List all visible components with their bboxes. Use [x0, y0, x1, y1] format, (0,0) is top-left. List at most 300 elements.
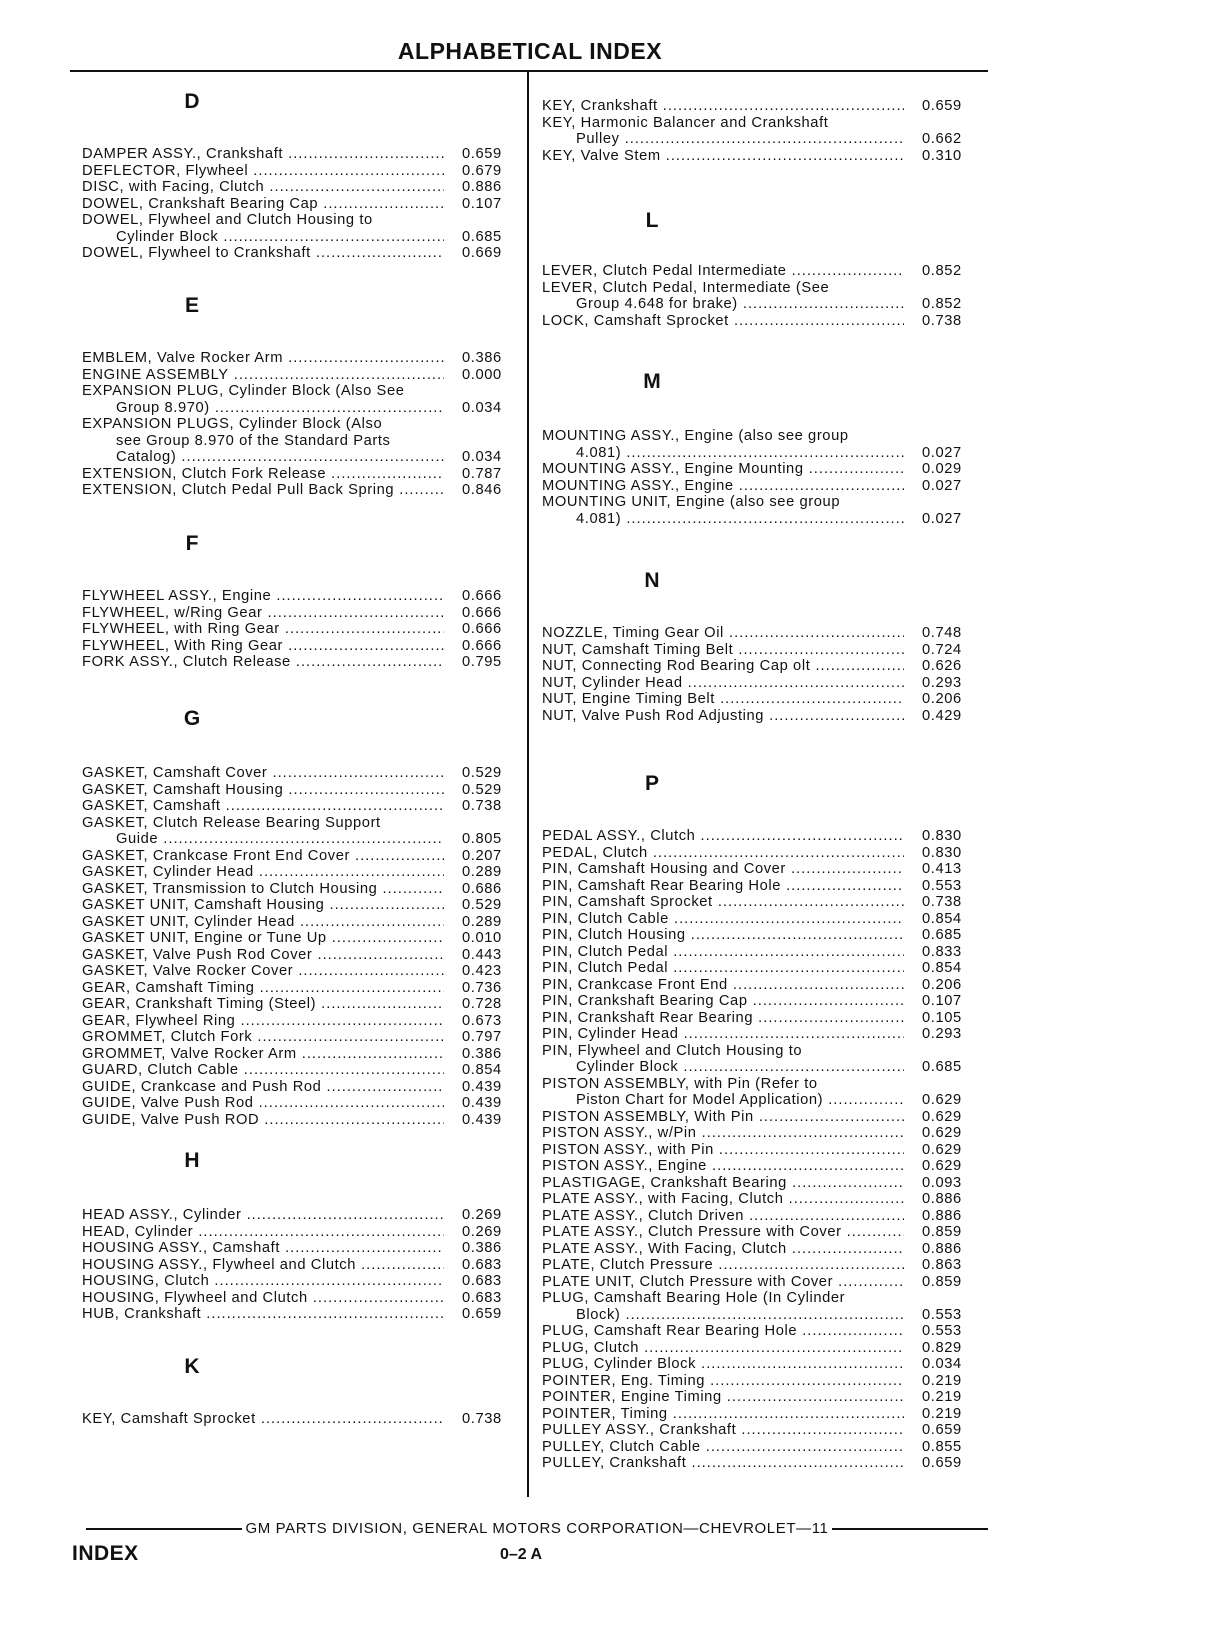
index-entry [542, 861, 982, 878]
index-entry [542, 1026, 982, 1043]
entry-page-number: 0.206 [922, 976, 962, 993]
entry-line [542, 1455, 982, 1472]
entry-text: PLUG, Camshaft Bearing Hole (In Cylinder [542, 1290, 846, 1306]
entry-text: Piston Chart for Model Application) ..... [542, 1092, 904, 1109]
entry-line [542, 625, 982, 642]
entry-page-number: 0.736 [462, 979, 502, 996]
entry-text: POINTER, Timing ..... [542, 1406, 904, 1423]
entry-text: KEY, Harmonic Balancer and Crankshaft [542, 114, 829, 131]
entry-text: EXTENSION, Clutch Fork Release ..... [82, 466, 444, 483]
entry-page-number: 0.854 [922, 910, 962, 927]
entry-text: Cylinder Block ..... [82, 229, 444, 246]
entry-text: MOUNTING ASSY., Engine Mounting ..... [542, 461, 904, 478]
entry-line [542, 642, 982, 659]
entry-text: PIN, Crankshaft Bearing Cap ..... [542, 993, 904, 1010]
entry-page-number: 0.666 [462, 588, 502, 604]
entry-page-number: 0.659 [462, 146, 502, 162]
entry-page-number: 0.859 [922, 1224, 962, 1240]
entry-line [82, 848, 522, 865]
entry-page-number: 0.010 [462, 930, 502, 946]
entry-page-number: 0.659 [922, 1455, 962, 1471]
entry-text: HOUSING, Clutch ..... [82, 1273, 444, 1290]
entry-text: PLUG, Clutch ..... [542, 1340, 904, 1357]
index-entry [542, 428, 982, 461]
entry-line [82, 1046, 522, 1063]
index-entry [542, 1076, 982, 1109]
entry-line [82, 815, 522, 832]
entry-text: 4.081) ..... [542, 445, 904, 462]
entry-page-number: 0.666 [462, 604, 502, 621]
entry-page-number: 0.219 [922, 1405, 962, 1422]
index-entry [542, 878, 982, 895]
entry-line [82, 245, 522, 262]
entry-page-number: 0.206 [922, 691, 962, 707]
index-entry [82, 1207, 522, 1224]
entry-page-number: 0.679 [462, 162, 502, 179]
entry-text: PISTON ASSY., with Pin ..... [542, 1142, 904, 1159]
entry-page-number: 0.629 [922, 1141, 962, 1158]
index-entry [82, 163, 522, 180]
entry-text: GUIDE, Valve Push ROD ..... [82, 1112, 444, 1129]
entry-text: HOUSING, Flywheel and Clutch ..... [82, 1290, 444, 1307]
entry-line [82, 1273, 522, 1290]
index-entry [542, 675, 982, 692]
entry-page-number: 0.269 [462, 1207, 502, 1223]
page-title: ALPHABETICAL INDEX [397, 38, 663, 64]
index-entry [82, 765, 522, 782]
index-entry [542, 642, 982, 659]
entry-line [542, 313, 982, 330]
entry-line [542, 878, 982, 895]
index-entry [542, 708, 982, 725]
entry-text: NUT, Cylinder Head ..... [542, 675, 904, 692]
section-k [82, 1353, 522, 1427]
entry-page-number: 0.830 [922, 844, 962, 861]
index-entry [82, 1079, 522, 1096]
entry-line [542, 977, 982, 994]
entry-line [82, 367, 522, 384]
entry-line [82, 1079, 522, 1096]
entry-page-number: 0.529 [462, 897, 502, 913]
index-entry [82, 638, 522, 655]
entry-line [542, 1290, 982, 1307]
entry-line [82, 996, 522, 1013]
entry-page-number: 0.685 [922, 1059, 962, 1075]
entry-page-number: 0.529 [462, 765, 502, 781]
entry-page-number: 0.683 [462, 1256, 502, 1273]
index-entry [82, 605, 522, 622]
entry-text: DOWEL, Flywheel to Crankshaft ..... [82, 245, 444, 262]
entry-page-number: 0.027 [922, 510, 962, 527]
entry-line [542, 1356, 982, 1373]
index-entry [542, 977, 982, 994]
entry-page-number: 0.886 [922, 1240, 962, 1257]
entry-line [542, 1043, 982, 1060]
entry-page-number: 0.443 [462, 946, 502, 963]
entry-line [82, 179, 522, 196]
entry-line [82, 433, 522, 450]
entry-page-number: 0.107 [462, 195, 502, 212]
entry-text: GUIDE, Valve Push Rod ..... [82, 1095, 444, 1112]
index-entry [542, 1224, 982, 1241]
entry-text: PIN, Crankcase Front End ..... [542, 977, 904, 994]
index-entry [542, 911, 982, 928]
entry-page-number: 0.886 [922, 1207, 962, 1224]
entry-line [82, 963, 522, 980]
entry-text: GASKET, Valve Push Rod Cover ..... [82, 947, 444, 964]
entry-line [82, 466, 522, 483]
entry-line [542, 1208, 982, 1225]
entry-page-number: 0.666 [462, 621, 502, 637]
index-entry [542, 1109, 982, 1126]
entry-text: PIN, Clutch Pedal ..... [542, 944, 904, 961]
entry-line [82, 897, 522, 914]
entry-line [82, 864, 522, 881]
entry-line [82, 881, 522, 898]
entry-text: GUIDE, Crankcase and Push Rod ..... [82, 1079, 444, 1096]
entry-text: PISTON ASSY., w/Pin ..... [542, 1125, 904, 1142]
index-entry [542, 478, 982, 495]
section-e [82, 292, 522, 498]
entry-text: FORK ASSY., Clutch Release ..... [82, 654, 444, 671]
entry-text: HEAD, Cylinder ..... [82, 1224, 444, 1241]
entry-text: MOUNTING ASSY., Engine ..... [542, 478, 904, 495]
entry-list [542, 828, 982, 1472]
entry-line [542, 1175, 982, 1192]
entry-page-number: 0.429 [922, 707, 962, 724]
entry-line [542, 944, 982, 961]
entry-text: LOCK, Camshaft Sprocket ..... [542, 313, 904, 330]
entry-line [542, 675, 982, 692]
entry-line [542, 296, 982, 313]
index-entry [82, 947, 522, 964]
entry-line [82, 1112, 522, 1129]
entry-text: Group 4.648 for brake) ..... [542, 296, 904, 313]
entry-text: GEAR, Camshaft Timing ..... [82, 980, 444, 997]
entry-text: FLYWHEEL, w/Ring Gear ..... [82, 605, 444, 622]
entry-text: PIN, Camshaft Sprocket ..... [542, 894, 904, 911]
section-letter: K [184, 1355, 200, 1378]
entry-page-number: 0.855 [922, 1438, 962, 1455]
entry-list [82, 588, 522, 671]
column-divider [527, 72, 529, 1497]
index-entry [82, 1029, 522, 1046]
entry-text: PIN, Cylinder Head ..... [542, 1026, 904, 1043]
index-entry [542, 1175, 982, 1192]
entry-text: Pulley ..... [542, 131, 904, 148]
index-entry [82, 350, 522, 367]
entry-text: PISTON ASSY., Engine ..... [542, 1158, 904, 1175]
section-letter: H [184, 1149, 200, 1172]
entry-page-number: 0.629 [922, 1092, 962, 1108]
entry-text: HEAD ASSY., Cylinder ..... [82, 1207, 444, 1224]
index-entry [82, 416, 522, 466]
entry-text: LEVER, Clutch Pedal, Intermediate (See [542, 279, 830, 296]
index-entry [82, 654, 522, 671]
entry-page-number: 0.629 [922, 1108, 962, 1125]
entry-line [82, 638, 522, 655]
index-entry [82, 1095, 522, 1112]
entry-line [542, 1158, 982, 1175]
entry-text: PULLEY, Clutch Cable ..... [542, 1439, 904, 1456]
entry-line [82, 482, 522, 499]
entry-list [542, 625, 982, 724]
entry-page-number: 0.852 [922, 296, 962, 312]
entry-line [82, 449, 522, 466]
entry-page-number: 0.659 [922, 98, 962, 114]
index-entry [82, 930, 522, 947]
entry-text: FLYWHEEL, With Ring Gear ..... [82, 638, 444, 655]
index-entry [542, 1323, 982, 1340]
entry-text: EXPANSION PLUG, Cylinder Block (Also See [82, 383, 405, 399]
index-entry [542, 1191, 982, 1208]
entry-line [82, 1062, 522, 1079]
entry-line [542, 1373, 982, 1390]
entry-page-number: 0.310 [922, 147, 962, 164]
index-entry [542, 148, 982, 165]
entry-page-number: 0.738 [462, 1411, 502, 1427]
index-entry [82, 864, 522, 881]
entry-line [82, 765, 522, 782]
entry-text: Block) ..... [542, 1307, 904, 1324]
index-entry [542, 625, 982, 642]
entry-line [542, 911, 982, 928]
index-entry [542, 960, 982, 977]
index-entry [82, 466, 522, 483]
entry-line [542, 1406, 982, 1423]
entry-text: NOZZLE, Timing Gear Oil ..... [542, 625, 904, 642]
title-rule [70, 70, 988, 72]
entry-text: MOUNTING UNIT, Engine (also see group [542, 494, 841, 510]
index-entry [542, 1241, 982, 1258]
entry-line [542, 861, 982, 878]
entry-page-number: 0.724 [922, 641, 962, 658]
index-entry [82, 196, 522, 213]
index-entry [82, 1411, 522, 1428]
footer-rule-right [832, 1528, 988, 1530]
entry-page-number: 0.000 [462, 366, 502, 383]
section-n [542, 567, 982, 724]
entry-page-number: 0.738 [922, 894, 962, 910]
entry-line [542, 1092, 982, 1109]
entry-text: PISTON ASSEMBLY, with Pin (Refer to [542, 1075, 818, 1092]
entry-line [82, 1224, 522, 1241]
section-letter: P [644, 772, 659, 795]
entry-text: Group 8.970) ..... [82, 400, 444, 417]
entry-line [82, 947, 522, 964]
index-entry [542, 494, 982, 527]
entry-text: FLYWHEEL, with Ring Gear ..... [82, 621, 444, 638]
entry-page-number: 0.629 [922, 1158, 962, 1174]
entry-text: Catalog) ..... [82, 449, 444, 466]
entry-page-number: 0.854 [462, 1062, 502, 1078]
entry-page-number: 0.027 [922, 444, 962, 461]
entry-line [82, 1290, 522, 1307]
entry-text: ENGINE ASSEMBLY ..... [82, 367, 444, 384]
index-entry [82, 482, 522, 499]
index-entry [542, 1422, 982, 1439]
index-entry [82, 1224, 522, 1241]
entry-line [542, 148, 982, 165]
entry-line [82, 146, 522, 163]
entry-line [542, 1340, 982, 1357]
index-entry [542, 1340, 982, 1357]
index-entry [82, 621, 522, 638]
entry-text: PLATE ASSY., with Facing, Clutch ..... [542, 1191, 904, 1208]
section-letter: E [184, 294, 199, 317]
index-entry [542, 1439, 982, 1456]
index-entry [82, 1013, 522, 1030]
entry-line [542, 280, 982, 297]
entry-text: PIN, Flywheel and Clutch Housing to [542, 1042, 803, 1059]
entry-line [542, 1076, 982, 1093]
entry-line [542, 1307, 982, 1324]
entry-page-number: 0.269 [462, 1223, 502, 1240]
entry-text: PEDAL ASSY., Clutch ..... [542, 828, 904, 845]
entry-text: PULLEY ASSY., Crankshaft ..... [542, 1422, 904, 1439]
entry-list [82, 1207, 522, 1323]
index-entry [542, 98, 982, 115]
entry-text: EMBLEM, Valve Rocker Arm ..... [82, 350, 444, 367]
index-entry [542, 313, 982, 330]
entry-page-number: 0.833 [922, 943, 962, 960]
section-letter: D [184, 90, 200, 113]
entry-line [82, 621, 522, 638]
entry-page-number: 0.685 [462, 228, 502, 245]
entry-text: 4.081) ..... [542, 511, 904, 528]
index-entry [82, 1112, 522, 1129]
entry-line [542, 511, 982, 528]
entry-text: GEAR, Flywheel Ring ..... [82, 1013, 444, 1030]
entry-line [542, 1257, 982, 1274]
entry-line [542, 461, 982, 478]
entry-text: DOWEL, Crankshaft Bearing Cap ..... [82, 196, 444, 213]
entry-line [82, 1411, 522, 1428]
entry-page-number: 0.886 [462, 179, 502, 195]
index-entry [82, 963, 522, 980]
entry-page-number: 0.219 [922, 1372, 962, 1389]
entry-line [82, 605, 522, 622]
entry-text: GROMMET, Valve Rocker Arm ..... [82, 1046, 444, 1063]
entry-text: DEFLECTOR, Flywheel ..... [82, 163, 444, 180]
entry-page-number: 0.107 [922, 993, 962, 1009]
entry-page-number: 0.386 [462, 350, 502, 366]
entry-line [542, 263, 982, 280]
entry-page-number: 0.686 [462, 880, 502, 897]
entry-page-number: 0.386 [462, 1045, 502, 1062]
entry-text: NUT, Valve Push Rod Adjusting ..... [542, 708, 904, 725]
index-entry [82, 815, 522, 848]
entry-page-number: 0.795 [462, 654, 502, 670]
section-d [82, 88, 522, 261]
entry-text: HUB, Crankshaft ..... [82, 1306, 444, 1323]
entry-line [82, 798, 522, 815]
index-entry [542, 1274, 982, 1291]
entry-page-number: 0.386 [462, 1240, 502, 1256]
entry-line [542, 478, 982, 495]
entry-text: GEAR, Crankshaft Timing (Steel) ..... [82, 996, 444, 1013]
entry-page-number: 0.439 [462, 1095, 502, 1111]
entry-page-number: 0.293 [922, 1026, 962, 1042]
entry-line [82, 930, 522, 947]
index-entry [82, 980, 522, 997]
entry-line [542, 98, 982, 115]
entry-page-number: 0.863 [922, 1257, 962, 1273]
index-entry [82, 146, 522, 163]
index-entry [542, 1208, 982, 1225]
index-entry [82, 383, 522, 416]
entry-line [542, 691, 982, 708]
entry-text: PLATE, Clutch Pressure ..... [542, 1257, 904, 1274]
entry-page-number: 0.029 [922, 461, 962, 477]
entry-text: PIN, Camshaft Rear Bearing Hole ..... [542, 878, 904, 895]
entry-page-number: 0.289 [462, 913, 502, 930]
entry-line [82, 383, 522, 400]
index-entry [542, 1356, 982, 1373]
index-entry [82, 212, 522, 245]
index-entry [542, 263, 982, 280]
entry-text: PLATE ASSY., Clutch Driven ..... [542, 1208, 904, 1225]
entry-text: PLUG, Camshaft Rear Bearing Hole ..... [542, 1323, 904, 1340]
entry-text: PEDAL, Clutch ..... [542, 845, 904, 862]
entry-text: PIN, Crankshaft Rear Bearing ..... [542, 1010, 904, 1027]
entry-page-number: 0.830 [922, 828, 962, 844]
page-number: 0–2 A [500, 1546, 543, 1563]
entry-text: EXTENSION, Clutch Pedal Pull Back Spring ..... [82, 482, 444, 499]
entry-page-number: 0.289 [462, 864, 502, 880]
index-entry [82, 1046, 522, 1063]
entry-page-number: 0.207 [462, 847, 502, 864]
index-entry [82, 1062, 522, 1079]
entry-page-number: 0.659 [922, 1422, 962, 1438]
section-g [82, 705, 522, 1128]
entry-text: LEVER, Clutch Pedal Intermediate ..... [542, 263, 904, 280]
entry-line [542, 115, 982, 132]
entry-text: Guide ..... [82, 831, 444, 848]
entry-page-number: 0.423 [462, 963, 502, 979]
entry-page-number: 0.683 [462, 1289, 502, 1306]
entry-text: DAMPER ASSY., Crankshaft ..... [82, 146, 444, 163]
entry-page-number: 0.666 [462, 637, 502, 654]
section-letter: N [644, 569, 660, 592]
entry-text: KEY, Crankshaft ..... [542, 98, 904, 115]
entry-text: POINTER, Eng. Timing ..... [542, 1373, 904, 1390]
index-entry [542, 691, 982, 708]
entry-line [82, 1029, 522, 1046]
entry-line [82, 1207, 522, 1224]
entry-line [82, 1240, 522, 1257]
entry-page-number: 0.034 [462, 399, 502, 416]
entry-page-number: 0.673 [462, 1012, 502, 1029]
entry-line [542, 1439, 982, 1456]
entry-line [542, 845, 982, 862]
entry-line [542, 1125, 982, 1142]
entry-line [82, 229, 522, 246]
section-letter: M [643, 370, 661, 393]
entry-text: see Group 8.970 of the Standard Parts [116, 432, 391, 449]
entry-page-number: 0.293 [922, 674, 962, 691]
entry-line [542, 1109, 982, 1126]
entry-line [542, 494, 982, 511]
entry-line [82, 416, 522, 433]
section-h [82, 1147, 522, 1322]
index-entry [82, 245, 522, 262]
section-f [82, 530, 522, 670]
entry-text: NUT, Connecting Rod Bearing Cap olt ..... [542, 658, 904, 675]
entry-line [542, 960, 982, 977]
entry-list [82, 1411, 522, 1428]
entry-page-number: 0.413 [922, 861, 962, 877]
